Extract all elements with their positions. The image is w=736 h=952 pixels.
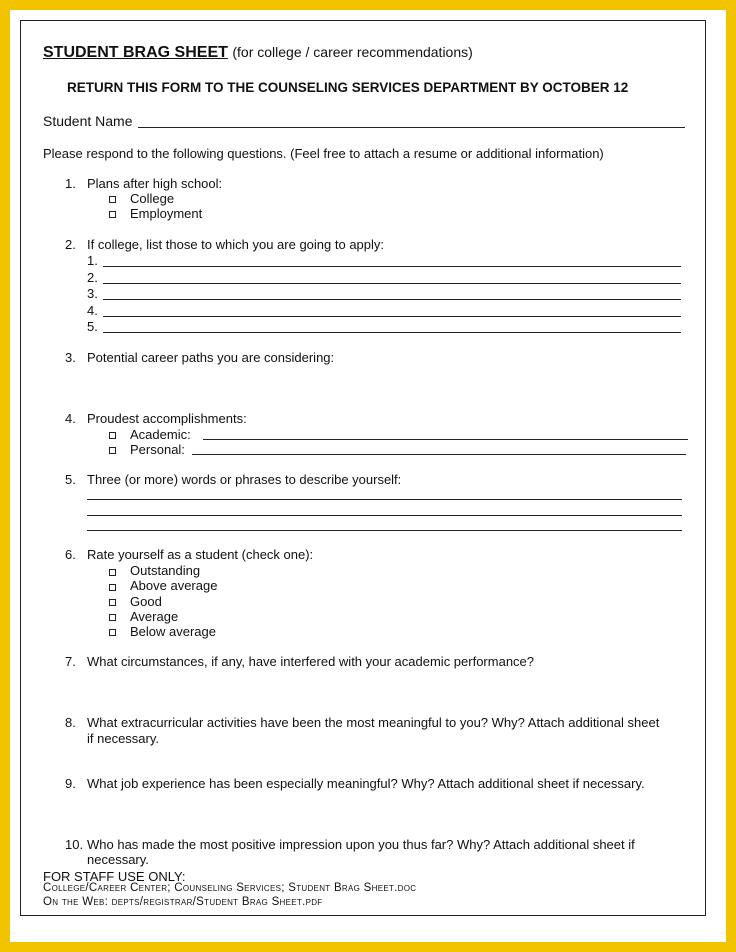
q10-text: Who has made the most positive impression upon you thus far? Why? Attach additional sheet if (87, 837, 635, 852)
q3-number: 3. (65, 350, 76, 365)
q4-academic-field[interactable] (203, 439, 688, 440)
q4-checkbox-personal[interactable] (109, 447, 116, 454)
q4-text: Proudest accomplishments: (87, 411, 247, 426)
student-name-field[interactable] (138, 127, 685, 128)
q2-line-number: 5. (87, 319, 98, 334)
instructions-text: Please respond to the following questions. (Feel free to attach a resume or additional information) (43, 146, 604, 161)
q7-text: What circumstances, if any, have interfered with your academic performance? (87, 654, 535, 669)
q5-field-2[interactable] (87, 515, 682, 516)
q6-checkbox-good[interactable] (109, 599, 116, 606)
q8-text-continued: if necessary. (87, 731, 160, 746)
q2-college-field-4[interactable] (103, 316, 681, 317)
q10-number: 10. (65, 837, 84, 852)
q6-checkbox-outstanding[interactable] (109, 569, 116, 576)
q6-option: Below average (130, 624, 216, 639)
q1-checkbox-employment[interactable] (109, 211, 116, 218)
q6-option: Outstanding (130, 563, 201, 578)
return-notice: RETURN THIS FORM TO THE COUNSELING SERVICES DEPARTMENT BY OCTOBER 12 (67, 80, 629, 95)
q2-line-number: 2. (87, 270, 98, 285)
q5-text: Three (or more) words or phrases to describe yourself: (87, 472, 402, 487)
q1-text: Plans after high school: (87, 176, 223, 191)
q6-checkbox-above-average[interactable] (109, 584, 116, 591)
q2-line-number: 1. (87, 253, 98, 268)
q6-checkbox-average[interactable] (109, 614, 116, 621)
q2-college-field-3[interactable] (103, 299, 681, 300)
staff-file-path: College/Career Center; Counseling Services; Student Brag Sheet.doc (43, 882, 417, 894)
q4-number: 4. (65, 411, 76, 426)
q6-checkbox-below-average[interactable] (109, 629, 116, 636)
q8-text: What extracurricular activities have been the most meaningful to you? Why? Attach additional sheet (87, 715, 660, 730)
staff-use-label: FOR STAFF USE ONLY: (43, 869, 186, 884)
q4-option-academic: Academic: (130, 427, 191, 442)
q2-text: If college, list those to which you are going to apply: (87, 237, 385, 252)
q2-college-field-2[interactable] (103, 283, 681, 284)
q5-number: 5. (65, 472, 76, 487)
form-header (43, 44, 473, 62)
q2-college-field-1[interactable] (103, 266, 681, 267)
q2-number: 2. (65, 237, 76, 252)
q4-checkbox-academic[interactable] (109, 432, 116, 439)
q4-option-personal: Personal: (130, 442, 185, 457)
q2-line-number: 3. (87, 286, 98, 301)
student-name-label: Student Name (43, 113, 133, 129)
q5-field-3[interactable] (87, 530, 682, 531)
q5-field-1[interactable] (87, 499, 682, 500)
q10-text-continued: necessary. (87, 852, 149, 867)
q2-line-number: 4. (87, 303, 98, 318)
q2-college-field-5[interactable] (103, 332, 681, 333)
q6-option: Above average (130, 578, 218, 593)
staff-web-path: On the Web: depts/registrar/Student Brag Sheet.pdf (43, 896, 323, 908)
q1-checkbox-college[interactable] (109, 196, 116, 203)
q8-number: 8. (65, 715, 76, 730)
q6-text: Rate yourself as a student (check one): (87, 547, 314, 562)
q4-personal-field[interactable] (192, 454, 686, 455)
form-subtitle: (for college / career recommendations) (232, 44, 473, 60)
q6-option: Good (130, 594, 162, 609)
q3-text: Potential career paths you are considering: (87, 350, 335, 365)
q9-text: What job experience has been especially meaningful? Why? Attach additional sheet if necessary. (87, 776, 645, 791)
q1-number: 1. (65, 176, 76, 191)
q9-number: 9. (65, 776, 76, 791)
q1-option-employment: Employment (130, 206, 203, 221)
q1-option-college: College (130, 191, 175, 206)
q6-number: 6. (65, 547, 76, 562)
q6-option: Average (130, 609, 179, 624)
form-title: STUDENT BRAG SHEET (43, 44, 228, 61)
q7-number: 7. (65, 654, 76, 669)
